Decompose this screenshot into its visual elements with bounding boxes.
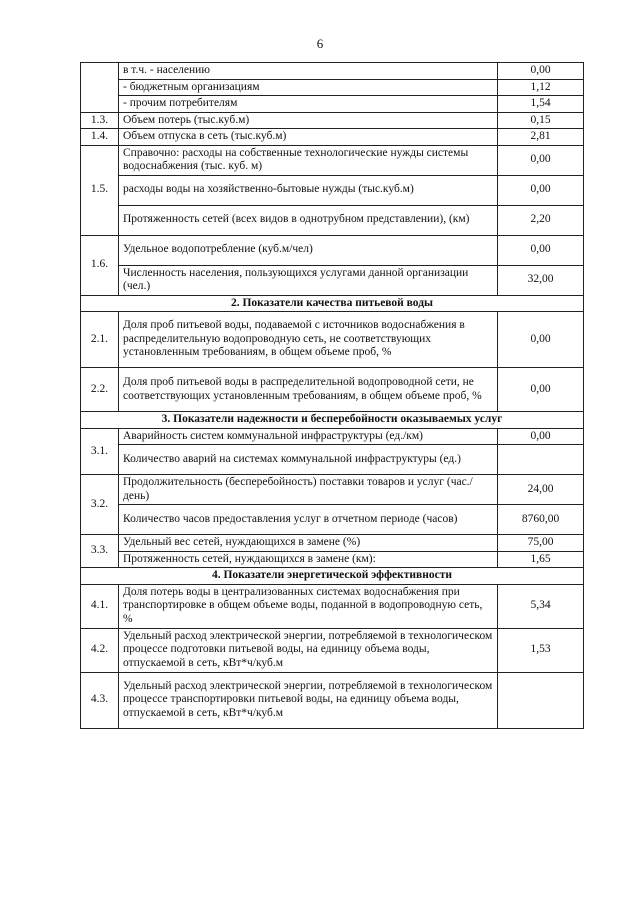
section-header-row bbox=[81, 295, 584, 312]
row-text: Объем потерь (тыс.куб.м) bbox=[119, 112, 498, 129]
row-value: 1,53 bbox=[498, 628, 584, 672]
row-value: 0,00 bbox=[498, 175, 584, 205]
row-text: Численность населения, пользующихся услугами данной организации (чел.) bbox=[119, 265, 498, 295]
row-text: Доля проб питьевой воды в распределительной водопроводной сети, не соответствующих установленным требованиям, в общем объеме проб, % bbox=[119, 368, 498, 412]
table-row bbox=[81, 175, 584, 205]
row-value: 8760,00 bbox=[498, 505, 584, 535]
section-header-row bbox=[81, 412, 584, 429]
table-row bbox=[81, 96, 584, 113]
table-row bbox=[81, 265, 584, 295]
row-value: 0,00 bbox=[498, 312, 584, 368]
row-text: Аварийность систем коммунальной инфраструктуры (ед./км) bbox=[119, 428, 498, 445]
table-row bbox=[81, 505, 584, 535]
row-text: Объем отпуска в сеть (тыс.куб.м) bbox=[119, 129, 498, 146]
table-row bbox=[81, 445, 584, 475]
row-number: 4.3. bbox=[81, 672, 119, 728]
table-row bbox=[81, 112, 584, 129]
row-number: 1.5. bbox=[81, 145, 119, 235]
row-value: 0,00 bbox=[498, 145, 584, 175]
row-number: 2.1. bbox=[81, 312, 119, 368]
row-text: Удельный расход электрической энергии, потребляемой в технологическом процессе подготовки питьевой воды, на единицу объема воды, отпускаемой в сеть, кВт*ч/куб.м bbox=[119, 628, 498, 672]
table-row bbox=[81, 235, 584, 265]
section-header-row bbox=[81, 568, 584, 585]
table-row bbox=[81, 145, 584, 175]
row-number: 3.3. bbox=[81, 535, 119, 568]
page-number: 6 bbox=[316, 36, 324, 51]
row-value: 32,00 bbox=[498, 265, 584, 295]
row-number-cell bbox=[81, 63, 119, 113]
row-text: Протяженность сетей (всех видов в однотрубном представлении), (км) bbox=[119, 205, 498, 235]
row-text: Доля проб питьевой воды, подаваемой с источников водоснабжения в распределительную водопроводную сеть, не соответствующих установленным требованиям, в общем объеме проб, % bbox=[119, 312, 498, 368]
row-text: в т.ч. - населению bbox=[119, 63, 498, 80]
row-text: Удельное водопотребление (куб.м/чел) bbox=[119, 235, 498, 265]
row-value: 0,00 bbox=[498, 368, 584, 412]
row-value: 0,00 bbox=[498, 63, 584, 80]
row-number: 2.2. bbox=[81, 368, 119, 412]
section-title: 4. Показатели энергетической эффективности bbox=[81, 568, 584, 585]
table-row bbox=[81, 551, 584, 568]
table-row bbox=[81, 535, 584, 552]
section-title: 2. Показатели качества питьевой воды bbox=[81, 295, 584, 312]
row-number: 1.3. bbox=[81, 112, 119, 129]
table-row bbox=[81, 312, 584, 368]
table-row bbox=[81, 129, 584, 146]
row-number: 3.2. bbox=[81, 475, 119, 535]
row-text: Справочно: расходы на собственные технологические нужды системы водоснабжения (тыс. куб. м) bbox=[119, 145, 498, 175]
table-row bbox=[81, 79, 584, 96]
table-row bbox=[81, 584, 584, 628]
row-value bbox=[498, 672, 584, 728]
table-row bbox=[81, 475, 584, 505]
row-value: 0,00 bbox=[498, 428, 584, 445]
row-value bbox=[498, 445, 584, 475]
row-number: 3.1. bbox=[81, 428, 119, 475]
row-text: Протяженность сетей, нуждающихся в замене (км): bbox=[119, 551, 498, 568]
row-text: - прочим потребителям bbox=[119, 96, 498, 113]
row-text: Продолжительность (бесперебойность) поставки товаров и услуг (час./день) bbox=[119, 475, 498, 505]
row-text: - бюджетным организациям bbox=[119, 79, 498, 96]
row-value: 0,15 bbox=[498, 112, 584, 129]
section-title: 3. Показатели надежности и бесперебойности оказываемых услуг bbox=[81, 412, 584, 429]
row-value: 2,81 bbox=[498, 129, 584, 146]
table-row bbox=[81, 63, 584, 80]
row-text: Количество часов предоставления услуг в отчетном периоде (часов) bbox=[119, 505, 498, 535]
row-value: 0,00 bbox=[498, 235, 584, 265]
row-text: расходы воды на хозяйственно-бытовые нужды (тыс.куб.м) bbox=[119, 175, 498, 205]
row-text: Количество аварий на системах коммунальной инфраструктуры (ед.) bbox=[119, 445, 498, 475]
table-row bbox=[81, 672, 584, 728]
row-value: 24,00 bbox=[498, 475, 584, 505]
row-text: Доля потерь воды в централизованных системах водоснабжения при транспортировке в общем объеме воды, поданной в водопроводную сеть, % bbox=[119, 584, 498, 628]
row-text: Удельный вес сетей, нуждающихся в замене (%) bbox=[119, 535, 498, 552]
row-number: 4.1. bbox=[81, 584, 119, 628]
row-value: 1,65 bbox=[498, 551, 584, 568]
table-row bbox=[81, 205, 584, 235]
row-text: Удельный расход электрической энергии, потребляемой в технологическом процессе транспортировки питьевой воды, на единицу объема воды, отпускаемой в сеть, кВт*ч/куб.м bbox=[119, 672, 498, 728]
indicators-table bbox=[80, 62, 584, 729]
row-value: 1,54 bbox=[498, 96, 584, 113]
row-value: 1,12 bbox=[498, 79, 584, 96]
table-row bbox=[81, 368, 584, 412]
table-row bbox=[81, 428, 584, 445]
row-number: 4.2. bbox=[81, 628, 119, 672]
table-row bbox=[81, 628, 584, 672]
row-value: 2,20 bbox=[498, 205, 584, 235]
row-number: 1.4. bbox=[81, 129, 119, 146]
row-value: 75,00 bbox=[498, 535, 584, 552]
row-number: 1.6. bbox=[81, 235, 119, 295]
row-value: 5,34 bbox=[498, 584, 584, 628]
